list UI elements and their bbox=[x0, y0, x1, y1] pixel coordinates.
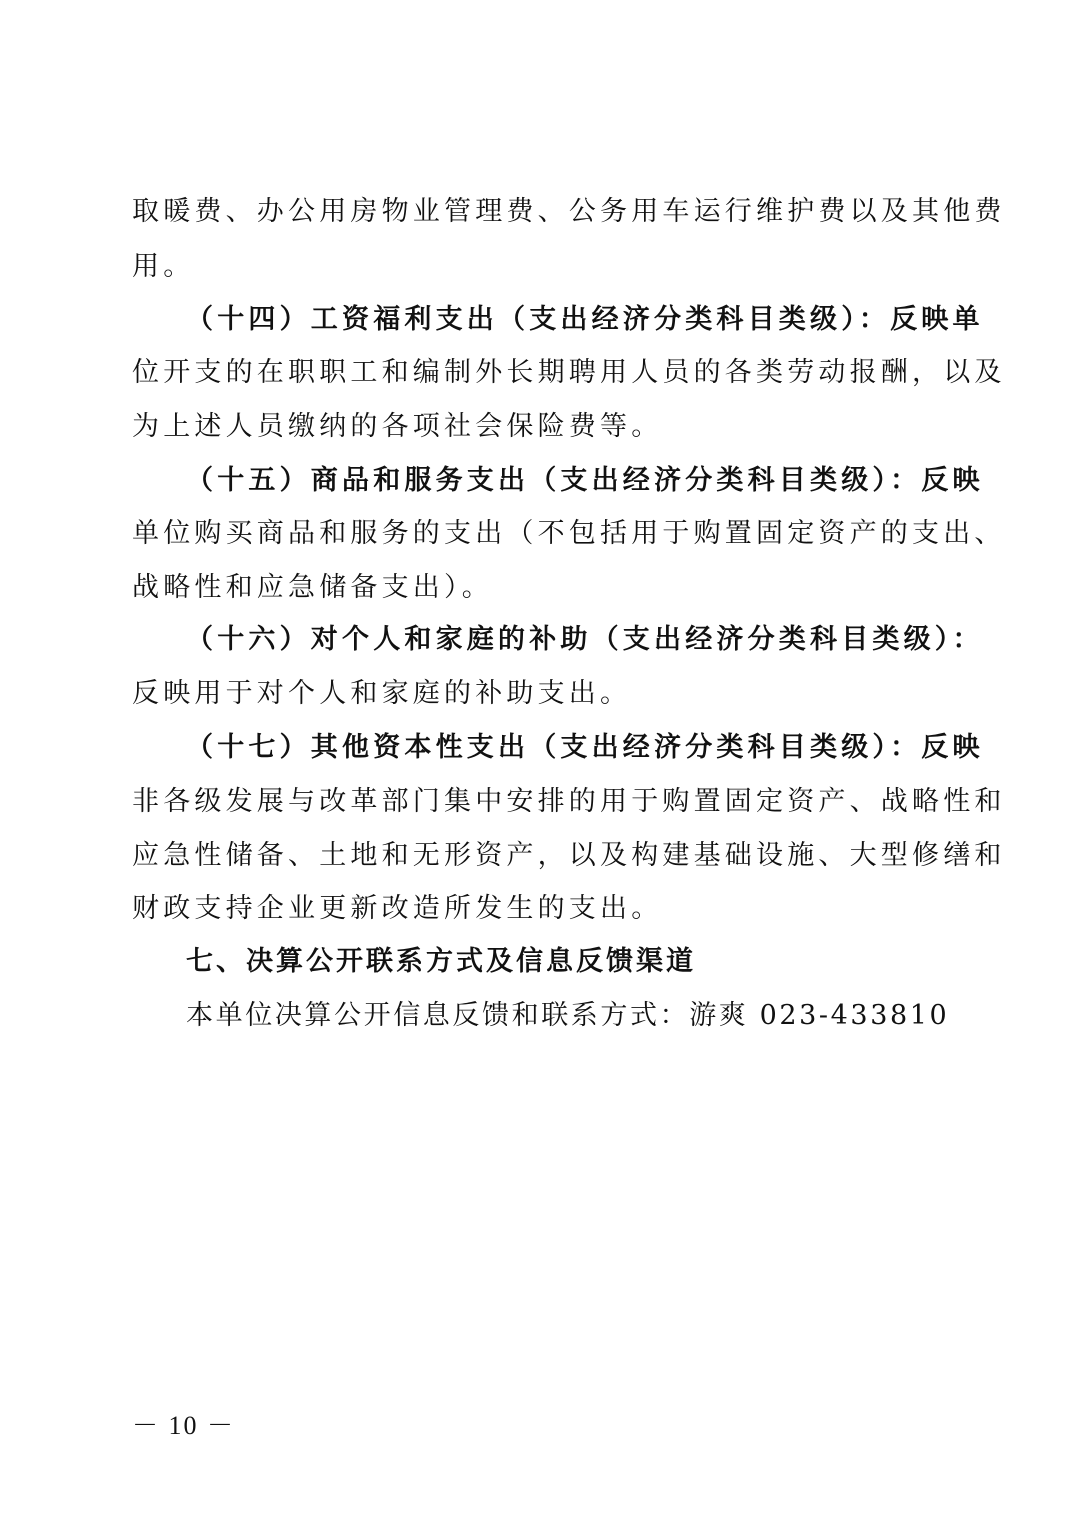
contact-line: 本单位决算公开信息反馈和联系方式：游爽 023-433810 bbox=[186, 1000, 950, 1031]
text-line: 战略性和应急储备支出）。 bbox=[132, 572, 493, 603]
text-line: （十六）对个人和家庭的补助（支出经济分类科目类级）： bbox=[186, 624, 984, 655]
page-number: － 10 － bbox=[132, 1411, 236, 1440]
text-line: 应急性储备、土地和无形资产，以及构建基础设施、大型修缮和 bbox=[132, 840, 1006, 871]
text-line: 为上述人员缴纳的各项社会保险费等。 bbox=[132, 411, 663, 442]
text-line: 财政支持企业更新改造所发生的支出。 bbox=[132, 893, 663, 924]
text-line: （十七）其他资本性支出（支出经济分类科目类级）：反映 bbox=[186, 732, 984, 763]
text-line: 反映用于对个人和家庭的补助支出。 bbox=[132, 678, 632, 709]
text-line: （十五）商品和服务支出（支出经济分类科目类级）：反映 bbox=[186, 465, 984, 496]
text-line: 取暖费、办公用房物业管理费、公务用车运行维护费以及其他费 bbox=[132, 196, 1006, 227]
text-line: 用。 bbox=[132, 251, 195, 282]
text-line: 位开支的在职职工和编制外长期聘用人员的各类劳动报酬，以及 bbox=[132, 357, 1006, 388]
text-line: （十四）工资福利支出（支出经济分类科目类级）：反映单 bbox=[186, 304, 984, 335]
section-heading: 七、决算公开联系方式及信息反馈渠道 bbox=[186, 946, 696, 977]
text-line: 单位购买商品和服务的支出（不包括用于购置固定资产的支出、 bbox=[132, 518, 1006, 549]
text-line: 非各级发展与改革部门集中安排的用于购置固定资产、战略性和 bbox=[132, 786, 1006, 817]
